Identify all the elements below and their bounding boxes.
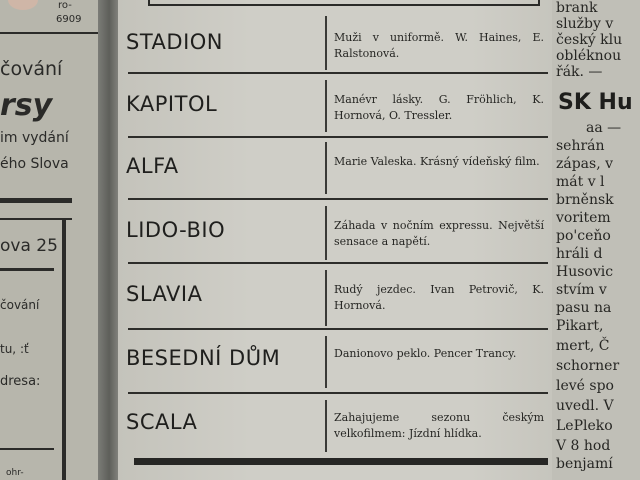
cinema-name: BESEDNÍ DŮM xyxy=(126,346,281,370)
right-line: zápas, v xyxy=(556,156,614,172)
column-divider xyxy=(325,336,327,388)
right-line: hráli d xyxy=(556,246,603,262)
right-page xyxy=(552,0,640,480)
right-line: aa — xyxy=(586,120,622,136)
film-info: Danionovo peklo. Pencer Trancy. xyxy=(334,347,517,360)
right-line: mert, Č xyxy=(556,338,610,354)
bottom-rule xyxy=(134,458,548,465)
cinema-name: KAPITOL xyxy=(126,92,218,116)
right-line: levé spo xyxy=(556,378,614,394)
right-line: LePleko xyxy=(556,418,613,434)
row-separator xyxy=(128,262,548,264)
cinema-name: LIDO-BIO xyxy=(126,218,226,242)
left-rule xyxy=(62,218,66,480)
left-line: čování xyxy=(0,58,63,80)
left-line: čování xyxy=(0,298,40,312)
right-line: Husovic xyxy=(556,264,614,280)
right-line: obléknou xyxy=(556,48,622,64)
row-separator xyxy=(128,392,548,394)
cinema-name: SCALA xyxy=(126,410,198,434)
cinema-name: ALFA xyxy=(126,154,179,178)
left-line: im vydání xyxy=(0,130,69,146)
right-line: Pikart, xyxy=(556,318,604,334)
left-rule xyxy=(0,268,54,271)
cinema-name: STADION xyxy=(126,30,223,54)
film-info: Rudý jezdec. Ivan Petrovič, K. Hornová. xyxy=(334,283,544,312)
right-line: brank xyxy=(556,0,598,16)
left-line: ro- xyxy=(58,0,72,11)
right-line: stvím v xyxy=(556,282,607,298)
top-frame xyxy=(148,0,540,6)
cinema-listings-page xyxy=(118,0,560,480)
right-line: po'ceňo xyxy=(556,228,611,244)
right-line: služby v xyxy=(556,16,614,32)
right-line: V 8 hod xyxy=(556,438,611,454)
left-line: ohr- xyxy=(6,468,24,478)
row-separator xyxy=(128,72,548,74)
left-line: 6909 xyxy=(56,14,82,25)
right-line: pasu na xyxy=(556,300,612,316)
right-line: schorner xyxy=(556,358,620,374)
cinema-name: SLAVIA xyxy=(126,282,203,306)
row-separator xyxy=(128,198,548,200)
film-info: Marie Valeska. Krásný vídeňský film. xyxy=(334,155,540,168)
thumb-shadow xyxy=(8,0,38,10)
film-info: Záhada v nočním expressu. Největší sensace a napětí. xyxy=(334,219,544,248)
film-info: Manévr lásky. G. Fröhlich, K. Hornová, O. Tressler. xyxy=(334,93,544,122)
left-page xyxy=(0,0,104,480)
left-line: ého Slova xyxy=(0,156,69,172)
column-divider xyxy=(325,206,327,260)
column-divider xyxy=(325,400,327,452)
right-line: brněnsk xyxy=(556,192,614,208)
row-separator xyxy=(128,136,548,138)
left-rule xyxy=(0,448,54,450)
column-divider xyxy=(325,270,327,326)
left-rule xyxy=(0,198,72,203)
left-line: tu, :ť xyxy=(0,342,29,356)
film-info: Muži v uniformě. W. Haines, E. Ralstonová. xyxy=(334,31,544,60)
column-divider xyxy=(325,16,327,70)
column-divider xyxy=(325,80,327,132)
right-line: řák. — xyxy=(556,64,603,80)
right-line: benjamí xyxy=(556,456,613,472)
column-divider xyxy=(325,142,327,194)
left-line: ova 25 xyxy=(0,236,58,256)
left-line: rsy xyxy=(0,88,53,123)
row-separator xyxy=(128,328,548,330)
right-line: sehrán xyxy=(556,138,605,154)
right-line: voritem xyxy=(556,210,611,226)
article-heading: SK Hu xyxy=(558,90,633,115)
film-info: Zahajujeme sezonu českým velkofilmem: Jízdní hlídka. xyxy=(334,411,544,440)
right-line: mát v l xyxy=(556,174,605,190)
left-rule xyxy=(0,32,98,34)
right-line: uvedl. V xyxy=(556,398,614,414)
left-line: dresa: xyxy=(0,374,41,389)
right-line: český klu xyxy=(556,32,623,48)
